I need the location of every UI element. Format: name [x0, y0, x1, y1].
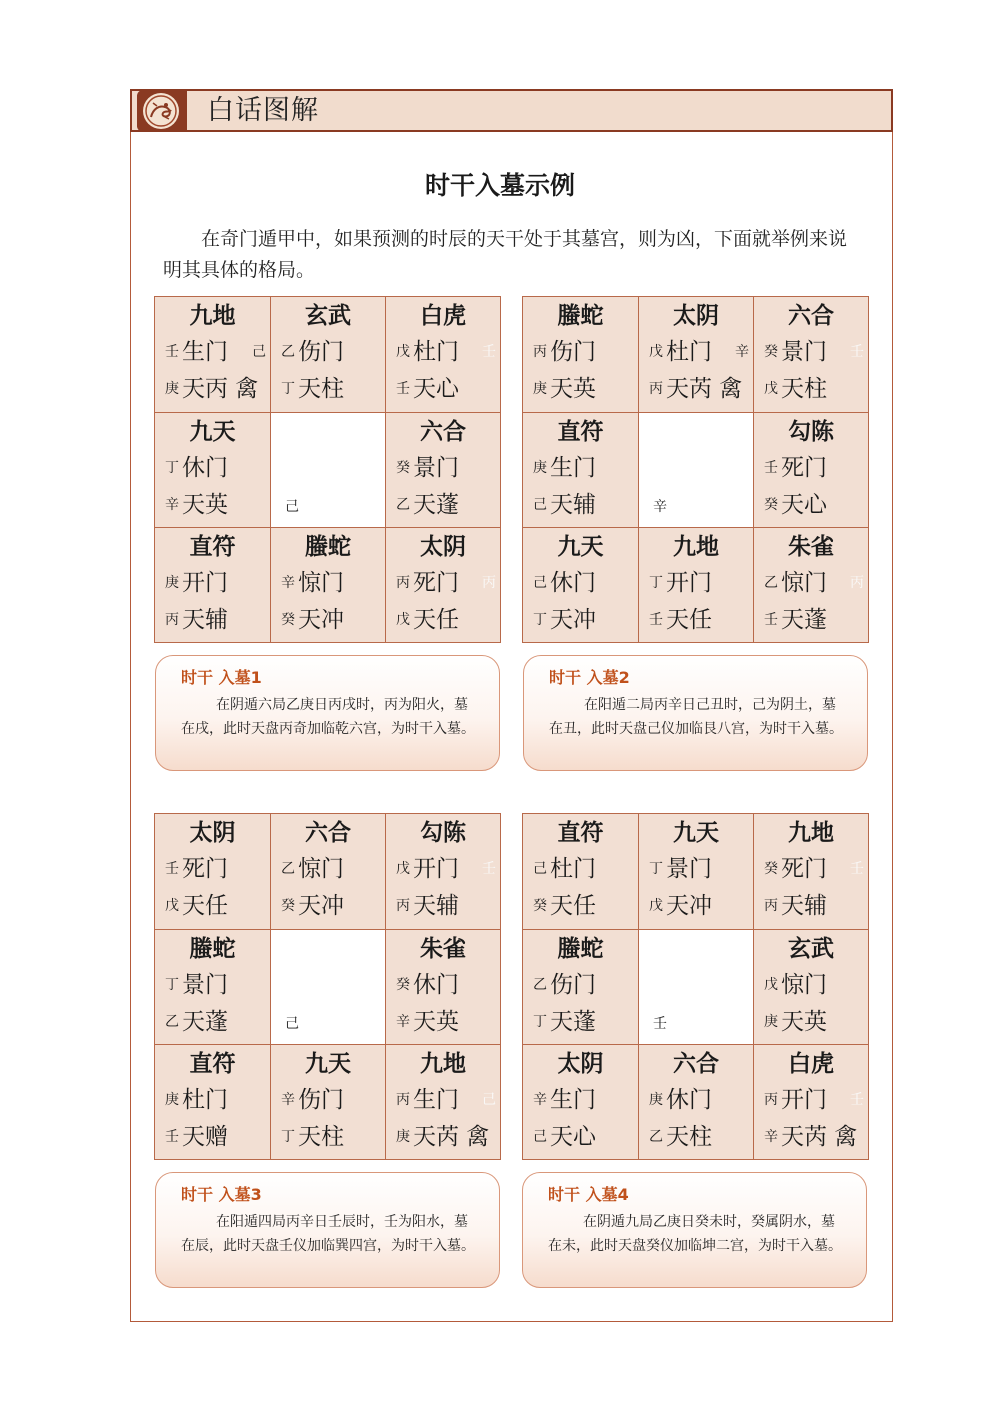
heaven-stem: 壬 [649, 612, 663, 628]
earth-stem: 丙 [396, 1092, 410, 1108]
center-stem: 辛 [653, 499, 667, 515]
star-label: 天心 [413, 376, 459, 402]
earth-stem: 戊 [396, 344, 410, 360]
star-line [396, 1122, 496, 1152]
star-line [533, 1122, 633, 1152]
palace-cell [523, 1044, 638, 1159]
palace-cell [270, 929, 385, 1044]
door-line [764, 337, 864, 367]
star-line [764, 1122, 864, 1152]
palace-cell [385, 929, 500, 1044]
star-label: 天芮 禽 [413, 1124, 490, 1150]
heaven-stem: 己 [533, 1129, 547, 1145]
door-line [396, 337, 496, 367]
deity-label: 太阴 [557, 1051, 604, 1077]
earth-stem: 癸 [396, 460, 410, 476]
star-line [165, 891, 265, 921]
palace-cell [155, 1044, 270, 1159]
door-line [281, 854, 381, 884]
earth-stem: 辛 [533, 1092, 547, 1108]
extra-stem: 壬 [482, 861, 496, 877]
door-line [533, 337, 633, 367]
door-line [533, 970, 633, 1000]
earth-stem: 庚 [649, 1092, 663, 1108]
logo-badge [137, 90, 187, 132]
deity-label: 螣蛇 [557, 303, 604, 329]
deity-label: 太阴 [420, 534, 466, 560]
star-label: 天丙 禽 [182, 376, 259, 402]
heaven-stem: 己 [533, 497, 547, 513]
note-body: 在阳遁二局丙辛日己丑时，己为阴土，墓在丑，此时天盘己仪加临艮八宫，为时干入墓。 [549, 697, 843, 737]
star-line [533, 1007, 633, 1037]
door-label: 休门 [413, 972, 459, 998]
palace-cell [385, 527, 500, 642]
star-label: 天冲 [298, 607, 344, 633]
earth-stem: 壬 [165, 344, 179, 360]
heaven-stem: 戊 [165, 898, 179, 914]
earth-stem: 辛 [281, 1092, 295, 1108]
door-label: 休门 [550, 570, 596, 596]
door-label: 惊门 [781, 972, 827, 998]
star-line [396, 374, 496, 404]
star-label: 天柱 [666, 1124, 712, 1150]
deity-label: 勾陈 [788, 419, 834, 445]
palace-cell [638, 412, 753, 527]
palace-cell [270, 297, 385, 412]
star-label: 天蓬 [182, 1009, 228, 1035]
door-label: 生门 [413, 1087, 459, 1113]
extra-stem: 己 [482, 1092, 496, 1108]
star-label: 天冲 [298, 893, 344, 919]
door-line [764, 970, 864, 1000]
example-note-2 [523, 655, 868, 771]
palace-cell [270, 527, 385, 642]
star-label: 天冲 [666, 893, 712, 919]
star-line [649, 374, 749, 404]
heaven-stem: 戊 [649, 898, 663, 914]
deity-label: 九地 [788, 820, 834, 846]
star-label: 天辅 [781, 893, 827, 919]
extra-stem: 壬 [482, 344, 496, 360]
door-line [396, 1085, 496, 1115]
star-line [165, 1007, 265, 1037]
door-line [649, 1085, 749, 1115]
star-label: 天英 [413, 1009, 459, 1035]
extra-stem: 壬 [850, 861, 864, 877]
note-body: 在阴遁九局乙庚日癸未时，癸属阴水，墓在未，此时天盘癸仪加临坤二宫，为时干入墓。 [548, 1214, 842, 1254]
deity-label: 朱雀 [788, 534, 834, 560]
deity-label: 九天 [189, 419, 236, 445]
door-line [396, 854, 496, 884]
heaven-stem: 辛 [396, 1014, 410, 1030]
earth-stem: 丙 [533, 344, 547, 360]
earth-stem: 丁 [165, 460, 179, 476]
palace-cell [385, 297, 500, 412]
star-label: 天心 [550, 1124, 596, 1150]
star-line [764, 891, 864, 921]
door-label: 景门 [182, 972, 228, 998]
earth-stem: 戊 [764, 977, 778, 993]
deity-label: 螣蛇 [557, 936, 604, 962]
palace-cell [753, 412, 868, 527]
heaven-stem: 庚 [764, 1014, 778, 1030]
star-line [764, 1007, 864, 1037]
extra-stem: 壬 [850, 1092, 864, 1108]
door-line [396, 568, 496, 598]
deity-label: 玄武 [788, 936, 834, 962]
palace-cell [523, 929, 638, 1044]
star-label: 天辅 [550, 492, 596, 518]
extra-stem: 己 [252, 344, 266, 360]
earth-stem: 庚 [165, 1092, 179, 1108]
door-line [165, 453, 265, 483]
palace-cell [523, 297, 638, 412]
star-label: 天柱 [781, 376, 827, 402]
heaven-stem: 丁 [533, 1014, 547, 1030]
deity-label: 九天 [557, 534, 604, 560]
earth-stem: 丙 [396, 575, 410, 591]
star-label: 天英 [781, 1009, 827, 1035]
palace-cell [385, 1044, 500, 1159]
heaven-stem: 丁 [281, 381, 295, 397]
star-line [649, 891, 749, 921]
star-line [764, 490, 864, 520]
heaven-stem: 丙 [396, 898, 410, 914]
door-line [649, 568, 749, 598]
star-label: 天蓬 [550, 1009, 596, 1035]
star-label: 天心 [781, 492, 827, 518]
star-label: 天柱 [298, 1124, 344, 1150]
earth-stem: 癸 [764, 344, 778, 360]
star-line [396, 1007, 496, 1037]
heaven-stem: 戊 [764, 381, 778, 397]
star-line [281, 374, 381, 404]
door-line [281, 337, 381, 367]
deity-label: 朱雀 [420, 936, 466, 962]
star-label: 天蓬 [781, 607, 827, 633]
star-line [396, 891, 496, 921]
deity-label: 六合 [788, 303, 834, 329]
star-line [533, 490, 633, 520]
star-line [533, 605, 633, 635]
heaven-stem: 癸 [281, 612, 295, 628]
palace-cell [638, 814, 753, 929]
qimen-chart-4 [522, 813, 869, 1160]
door-label: 景门 [666, 856, 712, 882]
star-label: 天任 [666, 607, 712, 633]
door-line [533, 568, 633, 598]
door-line [165, 337, 265, 367]
palace-cell [638, 297, 753, 412]
earth-stem: 丙 [764, 1092, 778, 1108]
door-line [281, 1085, 381, 1115]
deity-label: 直符 [557, 419, 604, 445]
star-label: 天蓬 [413, 492, 459, 518]
door-label: 杜门 [413, 339, 459, 365]
palace-cell [638, 1044, 753, 1159]
palace-cell [523, 814, 638, 929]
earth-stem: 丁 [165, 977, 179, 993]
heaven-stem: 丁 [533, 612, 547, 628]
earth-stem: 癸 [396, 977, 410, 993]
deity-label: 九地 [673, 534, 719, 560]
deity-label: 六合 [673, 1051, 719, 1077]
door-line [764, 568, 864, 598]
note-title: 时干 入墓4 [548, 1185, 629, 1204]
palace-cell [155, 297, 270, 412]
earth-stem: 庚 [165, 575, 179, 591]
deity-label: 九地 [189, 303, 236, 329]
door-line [165, 854, 265, 884]
door-label: 死门 [781, 455, 827, 481]
earth-stem: 己 [533, 861, 547, 877]
door-line [533, 854, 633, 884]
door-label: 杜门 [550, 856, 596, 882]
earth-stem: 癸 [764, 861, 778, 877]
extra-stem: 壬 [850, 344, 864, 360]
deity-label: 太阴 [189, 820, 236, 846]
dragon-emblem-icon [141, 91, 181, 131]
door-label: 生门 [182, 339, 228, 365]
star-label: 天柱 [298, 376, 344, 402]
extra-stem: 辛 [735, 344, 749, 360]
door-label: 惊门 [781, 570, 827, 596]
note-title: 时干 入墓2 [549, 668, 630, 687]
door-label: 开门 [666, 570, 712, 596]
heaven-stem: 壬 [396, 381, 410, 397]
star-label: 天芮 禽 [666, 376, 743, 402]
palace-cell [270, 1044, 385, 1159]
heaven-stem: 辛 [165, 497, 179, 513]
earth-stem: 辛 [281, 575, 295, 591]
star-line [649, 605, 749, 635]
star-label: 天芮 禽 [781, 1124, 858, 1150]
palace-cell [270, 814, 385, 929]
door-line [165, 568, 265, 598]
door-line [764, 1085, 864, 1115]
star-line [396, 605, 496, 635]
qimen-chart-1 [154, 296, 501, 643]
deity-label: 直符 [557, 820, 604, 846]
door-label: 伤门 [298, 339, 344, 365]
earth-stem: 丁 [649, 861, 663, 877]
deity-label: 白虎 [788, 1051, 834, 1077]
palace-cell [753, 1044, 868, 1159]
note-title: 时干 入墓1 [181, 668, 262, 687]
star-line [281, 1122, 381, 1152]
deity-label: 勾陈 [420, 820, 466, 846]
palace-cell [155, 527, 270, 642]
note-body: 在阳遁四局丙辛日壬辰时，壬为阳水，墓在辰，此时天盘壬仪加临巽四宫，为时干入墓。 [181, 1214, 475, 1254]
palace-cell [385, 412, 500, 527]
star-line [764, 605, 864, 635]
extra-stem: 丙 [850, 575, 864, 591]
star-label: 天任 [550, 893, 596, 919]
star-line [165, 490, 265, 520]
earth-stem: 庚 [533, 460, 547, 476]
door-label: 伤门 [298, 1087, 344, 1113]
star-line [649, 1122, 749, 1152]
door-label: 杜门 [182, 1087, 228, 1113]
door-line [281, 568, 381, 598]
door-line [533, 453, 633, 483]
palace-cell [753, 929, 868, 1044]
example-note-4 [522, 1172, 867, 1288]
star-line [281, 891, 381, 921]
door-line [764, 854, 864, 884]
door-label: 开门 [413, 856, 459, 882]
palace-cell [155, 412, 270, 527]
door-label: 死门 [182, 856, 228, 882]
earth-stem: 戊 [649, 344, 663, 360]
note-title: 时干 入墓3 [181, 1185, 262, 1204]
door-label: 死门 [413, 570, 459, 596]
earth-stem: 乙 [764, 575, 778, 591]
door-label: 景门 [413, 455, 459, 481]
deity-label: 螣蛇 [305, 534, 351, 560]
door-label: 惊门 [298, 570, 344, 596]
heaven-stem: 丙 [165, 612, 179, 628]
intro-paragraph: 在奇门遁甲中，如果预测的时辰的天干处于其墓宫，则为凶，下面就举例来说明其具体的格局。 [163, 228, 848, 281]
heaven-stem: 癸 [533, 898, 547, 914]
star-line [165, 1122, 265, 1152]
star-line [533, 891, 633, 921]
door-line [764, 453, 864, 483]
door-label: 开门 [781, 1087, 827, 1113]
star-label: 天赠 [182, 1124, 228, 1150]
star-label: 天任 [413, 607, 459, 633]
heaven-stem: 庚 [533, 381, 547, 397]
qimen-chart-3 [154, 813, 501, 1160]
earth-stem: 丁 [649, 575, 663, 591]
star-line [396, 490, 496, 520]
qimen-chart-2 [522, 296, 869, 643]
door-label: 休门 [182, 455, 228, 481]
palace-cell [638, 527, 753, 642]
door-line [649, 854, 749, 884]
deity-label: 玄武 [305, 303, 351, 329]
heaven-stem: 癸 [764, 497, 778, 513]
palace-cell [155, 814, 270, 929]
door-label: 伤门 [550, 339, 596, 365]
door-label: 伤门 [550, 972, 596, 998]
heaven-stem: 庚 [396, 1129, 410, 1145]
earth-stem: 壬 [764, 460, 778, 476]
deity-label: 直符 [189, 1051, 236, 1077]
deity-label: 六合 [305, 820, 351, 846]
header-title: 白话图解 [207, 95, 319, 126]
palace-cell [638, 929, 753, 1044]
door-label: 杜门 [666, 339, 712, 365]
example-note-1 [155, 655, 500, 771]
star-line [281, 605, 381, 635]
deity-label: 螣蛇 [189, 936, 236, 962]
door-label: 休门 [666, 1087, 712, 1113]
star-label: 天辅 [413, 893, 459, 919]
star-label: 天英 [182, 492, 228, 518]
deity-label: 九天 [305, 1051, 351, 1077]
deity-label: 九地 [420, 1051, 466, 1077]
heaven-stem: 癸 [281, 898, 295, 914]
door-label: 生门 [550, 455, 596, 481]
door-line [396, 453, 496, 483]
star-label: 天任 [182, 893, 228, 919]
star-line [165, 374, 265, 404]
star-line [764, 374, 864, 404]
door-line [165, 970, 265, 1000]
door-label: 死门 [781, 856, 827, 882]
heaven-stem: 壬 [764, 612, 778, 628]
door-label: 惊门 [298, 856, 344, 882]
star-label: 天英 [550, 376, 596, 402]
palace-cell [753, 814, 868, 929]
palace-cell [523, 527, 638, 642]
note-body: 在阴遁六局乙庚日丙戌时，丙为阳火，墓在戌，此时天盘丙奇加临乾六宫，为时干入墓。 [181, 697, 475, 737]
star-line [165, 605, 265, 635]
earth-stem: 己 [533, 575, 547, 591]
door-label: 开门 [182, 570, 228, 596]
heaven-stem: 乙 [396, 497, 410, 513]
heaven-stem: 庚 [165, 381, 179, 397]
center-stem: 壬 [653, 1016, 667, 1032]
palace-cell [523, 412, 638, 527]
palace-cell [753, 527, 868, 642]
heaven-stem: 丁 [281, 1129, 295, 1145]
heaven-stem: 辛 [764, 1129, 778, 1145]
earth-stem: 乙 [533, 977, 547, 993]
heaven-stem: 戊 [396, 612, 410, 628]
earth-stem: 乙 [281, 344, 295, 360]
deity-label: 六合 [420, 419, 466, 445]
palace-cell [270, 412, 385, 527]
star-line [533, 374, 633, 404]
example-note-3 [155, 1172, 500, 1288]
door-line [396, 970, 496, 1000]
star-label: 天辅 [182, 607, 228, 633]
palace-cell [155, 929, 270, 1044]
earth-stem: 戊 [396, 861, 410, 877]
door-label: 生门 [550, 1087, 596, 1113]
earth-stem: 乙 [281, 861, 295, 877]
deity-label: 白虎 [420, 303, 466, 329]
palace-cell [753, 297, 868, 412]
heaven-stem: 壬 [165, 1129, 179, 1145]
door-line [165, 1085, 265, 1115]
center-stem: 己 [285, 1016, 299, 1032]
heaven-stem: 乙 [649, 1129, 663, 1145]
deity-label: 太阴 [673, 303, 719, 329]
star-label: 天冲 [550, 607, 596, 633]
palace-cell [385, 814, 500, 929]
earth-stem: 壬 [165, 861, 179, 877]
extra-stem: 丙 [482, 575, 496, 591]
heaven-stem: 乙 [165, 1014, 179, 1030]
page-title: 时干入墓示例 [424, 171, 575, 200]
center-stem: 己 [285, 499, 299, 515]
deity-label: 九天 [673, 820, 719, 846]
door-line [649, 337, 749, 367]
door-line [533, 1085, 633, 1115]
heaven-stem: 丙 [764, 898, 778, 914]
heaven-stem: 丙 [649, 381, 663, 397]
door-label: 景门 [781, 339, 827, 365]
deity-label: 直符 [189, 534, 236, 560]
